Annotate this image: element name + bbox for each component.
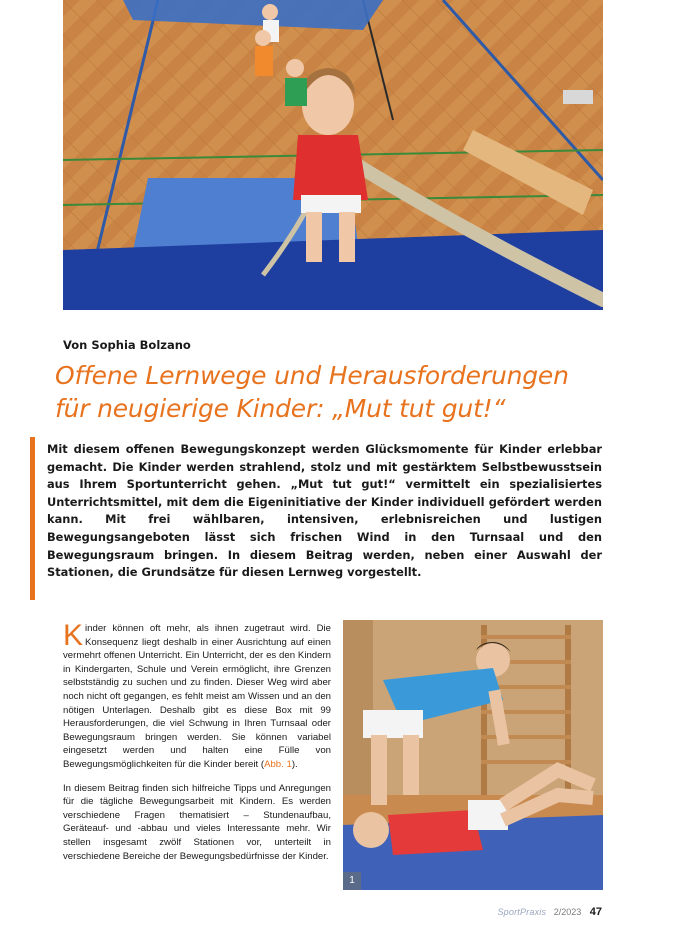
magazine-name: SportPraxis [497,907,547,917]
body-paragraph-1-text: inder können oft mehr, als ihnen zugetraut wird. Die Konsequenz liegt deshalb in einer Ausrichtung auf einen vermehrt offenen Unterricht. Ein Unterricht, der es den Kindern in Kindergarten, Schule und Verein ermöglicht, ihre Grenzen selbstständig zu suchen und zu finden. Dieser Weg wird aber noch nicht oft gegangen, es fehlt meist am Wissen und an den nötigen Unterlagen. Deshalb gibt es diese Box mit 99 Herausforderungen, die viel Schwung in Ihren Turnsaal oder Bewegungsraum bringen werden. Sie können variabel eingesetzt werden und halten eine Fülle von Bewegungsmöglichkeiten für die Kinder bereit ( [63,623,331,770]
lead-accent-bar [30,437,35,600]
drop-cap: K [63,619,84,652]
article-title [55,359,655,425]
figure-reference-link[interactable]: Abb. 1 [264,758,292,770]
page-footer [497,906,602,918]
page-number: 47 [589,906,602,918]
lead-paragraph: Mit diesem offenen Bewegungskonzept werden Glücksmomente für Kinder erlebbar gemacht. Die Kinder werden strahlend, stolz und mit gestärktem Selbstbewusstsein aus Ihrem Sportunterricht gehen. „Mut tut gut!“ vermittelt ein spezialisiertes Unterrichtsmittel, mit dem die Eigeninitiative der Kinder individuell gefördert werden kann. Mit frei wählbaren, intensiven, erlebnisreichen und lustigen Bewegungsangeboten lässt sich frischen Wind in den Turnsaal und den Bewegungsraum bringen. In diesem Beitrag werden, neben einer Auswahl der Stationen, die Grundsätze für diesen Lernweg vorgestellt. [47,442,602,580]
figure-photo [343,620,603,890]
figure-number-badge: 1 [343,872,361,890]
body-paragraph-1 [63,619,331,772]
hero-photo [63,0,603,310]
hero-photo-illustration [63,0,603,310]
issue-number: 2/2023 [553,907,582,917]
byline: Von Sophia Bolzano [63,338,191,352]
article-title-line-1: Offene Lernwege und Herausforderungen [55,361,569,390]
body-paragraph-1-end: ). [291,758,298,770]
body-column [63,619,331,873]
figure-photo-illustration [343,620,603,890]
body-paragraph-2: In diesem Beitrag finden sich hilfreiche Tipps und Anregungen für die tägliche Bewegungsarbeit mit Kindern. Es werden verschiedene Fragen thematisiert – Stundenaufbau, Geräteauf- und -abbau und vieles Interessante mehr. Wir stellen insgesamt zwölf Stationen vor, unterteilt in verschiedene Bereiche der Bewegungsbedürfnisse der Kinder. [63,782,331,862]
article-title-line-2: für neugierige Kinder: „Mut tut gut!“ [55,394,506,423]
